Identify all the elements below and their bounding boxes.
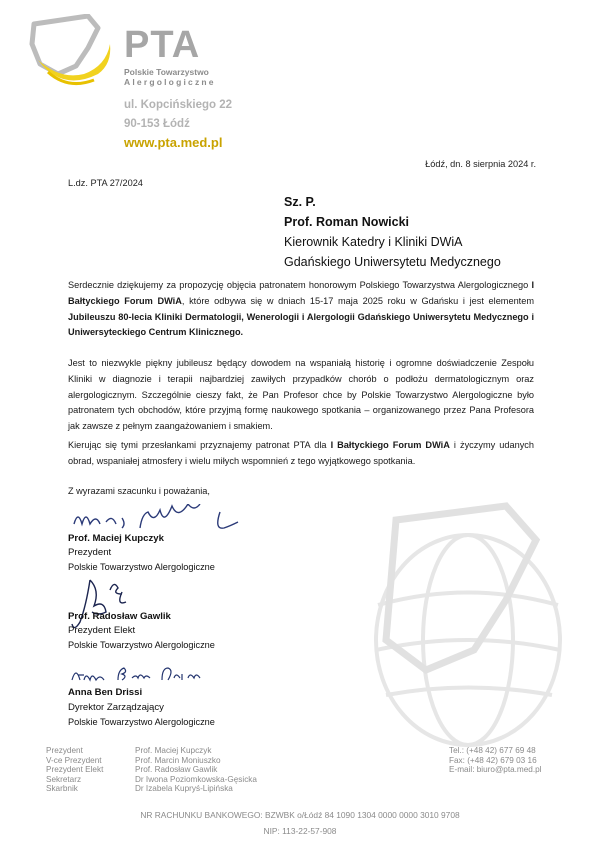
recipient-institution: Gdańskiego Uniwersytetu Medycznego	[284, 255, 501, 269]
recipient-salutation: Sz. P.	[284, 195, 316, 209]
signature-1-role: Prezydent	[68, 547, 112, 558]
reference-number: L.dz. PTA 27/2024	[68, 178, 143, 188]
footer-email[interactable]: E-mail: biuro@pta.med.pl	[449, 765, 542, 775]
signature-2-role: Prezydent Elekt	[68, 625, 136, 636]
logo-subtitle-2: Alergologiczne	[124, 77, 216, 87]
logo-subtitle-1: Polskie Towarzystwo	[124, 67, 209, 77]
footer-bank-account: NR RACHUNKU BANKOWEGO: BZWBK o/Łódź 84 1090 1304 0000 0000 3010 9708	[140, 810, 460, 820]
footer-role: Sekretarz	[46, 774, 82, 784]
footer-fax: Fax: (+48 42) 679 03 16	[449, 755, 537, 765]
signature-1-name: Prof. Maciej Kupczyk	[68, 533, 164, 544]
paragraph-3: Kierując się tymi przesłankami przyznajemy patronat PTA dla I Bałtyckiego Forum DWiA i życzymy udanych obrad, wspaniałej atmosfery i wielu miłych wspomnień z tego wyjątkowego spotkania.	[68, 440, 534, 466]
website-link[interactable]: www.pta.med.pl	[124, 135, 223, 150]
signature-3-role: Dyrektor Zarządzający	[68, 702, 164, 713]
footer-roles	[46, 746, 103, 794]
logo-wordmark: PTA	[124, 24, 201, 66]
footer-person: Prof. Radosław Gawlik	[135, 765, 218, 775]
paragraph-2: Jest to niezwykle piękny jubileusz będący dowodem na wspaniałą historię i ogromne doświadczenie Zespołu Kliniki w diagnozie i terapii najbardziej zawiłych przypadków chorób o podłożu dermatologicznym oraz alergologicznym. Szczególnie cieszy fakt, że Pan Profesor chce by Polskie Towarzystwo Alergologiczne było patronatem tych obchodów, które przyjmą formę naukowego spotkania – organizowanego przez Pana Profesora jak zawsze z pełnym zaangażowaniem i smakiem.	[68, 358, 534, 432]
pta-logo-icon	[28, 14, 120, 94]
footer-role: Prezydent	[46, 746, 83, 755]
footer-person: Prof. Marcin Moniuszko	[135, 755, 221, 765]
footer-role: Prezydent Elekt	[46, 765, 104, 775]
signature-2-name: Prof. Radosław Gawlik	[68, 611, 171, 622]
signature-ben-drissi-icon	[70, 664, 210, 686]
globe-watermark-icon	[356, 500, 571, 760]
signature-3-org: Polskie Towarzystwo Alergologiczne	[68, 717, 215, 727]
recipient-position: Kierownik Katedry i Kliniki DWiA	[284, 235, 463, 249]
footer-phone: Tel.: (+48 42) 677 69 48	[449, 746, 536, 755]
signature-3-name: Anna Ben Drissi	[68, 687, 143, 698]
letter-date: Łódź, dn. 8 sierpnia 2024 r.	[425, 159, 536, 169]
footer-nip: NIP: 113-22-57-908	[263, 826, 337, 836]
signature-1-org: Polskie Towarzystwo Alergologiczne	[68, 562, 215, 572]
paragraph-1: Serdecznie dziękujemy za propozycję objęcia patronatem honorowym Polskiego Towarzystwa Alergologicznego I Bałtyckiego Forum DWiA, które odbywa się w dniach 15-17 maja 2025 roku w Gdańsku i jest elementem Jubileuszu 80-lecia Kliniki Dermatologii, Wenerologii i Alergologii Gdańskiego Uniwersytetu Medycznego i Uniwersyteckiego Centrum Klinicznego.	[68, 280, 534, 338]
footer-people	[135, 746, 257, 794]
address-street: ul. Kopcińskiego 22	[124, 99, 232, 111]
footer-contacts	[449, 746, 542, 775]
signature-2-org: Polskie Towarzystwo Alergologiczne	[68, 640, 215, 650]
recipient-name: Prof. Roman Nowicki	[284, 215, 410, 229]
footer-person: Prof. Maciej Kupczyk	[135, 746, 212, 755]
closing-line: Z wyrazami szacunku i poważania,	[68, 486, 210, 496]
footer-role: V-ce Prezydent	[46, 755, 102, 765]
footer-role: Skarbnik	[46, 784, 78, 794]
address-city: 90-153 Łódź	[124, 118, 190, 130]
footer-person: Dr Izabela Kupryś-Lipińska	[135, 784, 233, 794]
signature-kupczyk-icon	[70, 504, 250, 536]
footer-person: Dr Iwona Poziomkowska-Gęsicka	[135, 774, 257, 784]
